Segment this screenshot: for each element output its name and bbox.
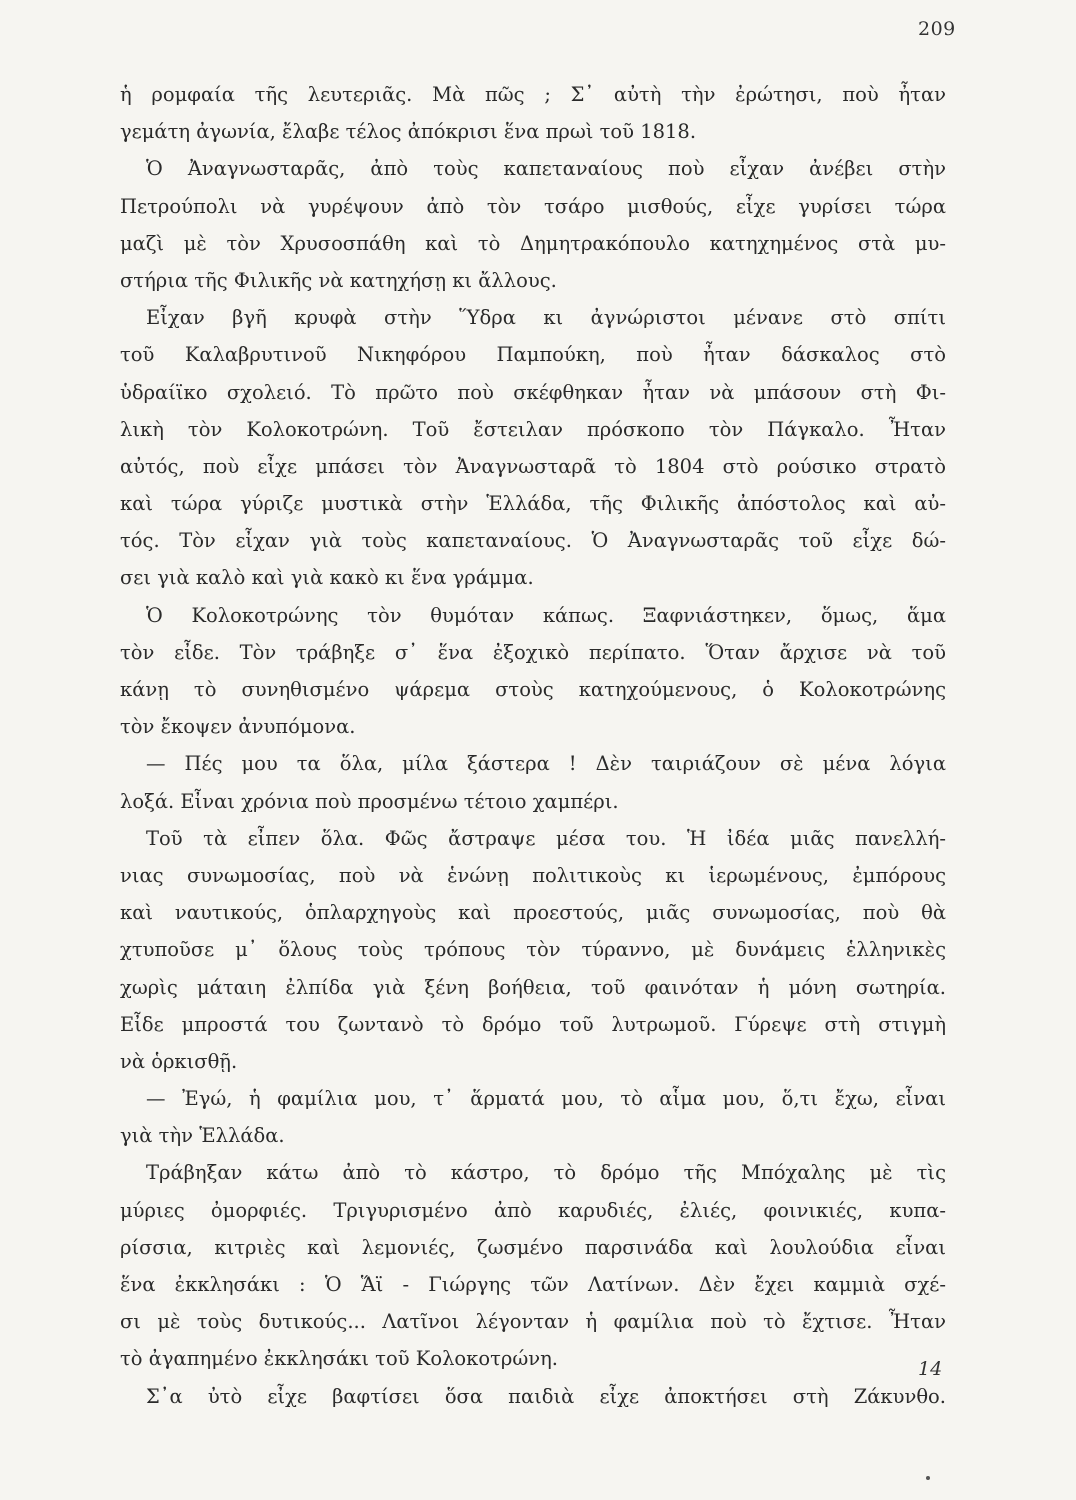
text-line: νὰ ὁρκισθῇ. xyxy=(120,1049,238,1073)
text-line: τὸν εἶδε. Τὸν τράβηξε σ᾿ ἕνα ἐξοχικὸ περίπατο. Ὅταν ἄρχισε νὰ τοῦ xyxy=(120,640,946,664)
text-line: καὶ ναυτικούς, ὁπλαρχηγοὺς καὶ προεστούς, μιᾶς συνωμοσίας, ποὺ θὰ xyxy=(120,901,946,925)
text-line: νιας συνωμοσίας, ποὺ νὰ ἑνώνῃ πολιτικοὺς κι ἱερωμένους, ἐμπόρους xyxy=(120,863,946,887)
text-line: — Ἐγώ, ἡ φαμίλια μου, τ᾿ ἅρματά μου, τὸ αἷμα μου, ὅ,τι ἔχω, εἶναι xyxy=(146,1087,946,1111)
text-line: Πετρούπολι νὰ γυρέψουν ἀπὸ τὸν τσάρο μισθούς, εἶχε γυρίσει τώρα xyxy=(120,194,946,218)
text-line: γιὰ τὴν Ἑλλάδα. xyxy=(120,1124,285,1148)
signature-mark: 14 xyxy=(918,1358,943,1380)
text-line: τοῦ Καλαβρυτινοῦ Νικηφόρου Παμπούκη, ποὺ ἦταν δάσκαλος στὸ xyxy=(120,343,946,367)
text-line: λικὴ τὸν Κολοκοτρώνη. Τοῦ ἔστειλαν πρόσκοπο τὸν Πάγκαλο. Ἦταν xyxy=(120,417,946,441)
text-line: τὸν ἔκοψεν ἀνυπόμονα. xyxy=(120,715,356,739)
text-line: σι μὲ τοὺς δυτικούς... Λατῖνοι λέγονταν ἡ φαμίλια ποὺ τὸ ἔχτισε. Ἦταν xyxy=(120,1310,946,1334)
text-line: καὶ τώρα γύριζε μυστικὰ στὴν Ἑλλάδα, τῆς Φιλικῆς ἀπόστολος καὶ αὐ- xyxy=(120,492,946,516)
text-line: στήρια τῆς Φιλικῆς νὰ κατηχήσῃ κι ἄλλους. xyxy=(120,268,557,292)
text-line: Τράβηξαν κάτω ἀπὸ τὸ κάστρο, τὸ δρόμο τῆς Μπόχαλης μὲ τὶς xyxy=(146,1161,946,1185)
text-line: ἕνα ἐκκλησάκι : Ὁ Ἅϊ - Γιώργης τῶν Λατίνων. Δὲν ἔχει καμμιὰ σχέ- xyxy=(120,1273,946,1296)
text-line: αὐτός, ποὺ εἶχε μπάσει τὸν Ἀναγνωσταρᾶ τὸ 1804 στὸ ρούσικο στρατὸ xyxy=(120,454,946,478)
text-line: — Πές μου τα ὅλα, μίλα ξάστερα ! Δὲν ταιριάζουν σὲ μένα λόγια xyxy=(146,752,946,776)
text-line: γεμάτη ἀγωνία, ἔλαβε τέλος ἀπόκρισι ἕνα πρωὶ τοῦ 1818. xyxy=(120,120,697,144)
body-text xyxy=(120,76,946,1415)
text-line: σει γιὰ καλὸ καὶ γιὰ κακὸ κι ἕνα γράμμα. xyxy=(120,566,534,590)
text-line: Εἶχαν βγῆ κρυφὰ στὴν Ὕδρα κι ἀγνώριστοι μένανε στὸ σπίτι xyxy=(146,306,946,330)
text-line: Ὁ Ἀναγνωσταρᾶς, ἀπὸ τοὺς καπεταναίους ποὺ εἶχαν ἀνέβει στὴν xyxy=(146,157,946,181)
text-line: ἡ ρομφαία τῆς λευτεριᾶς. Μὰ πῶς ; Σ᾿ αὐτὴ τὴν ἐρώτησι, ποὺ ἦταν xyxy=(120,83,946,106)
text-line: τὸ ἀγαπημένο ἐκκλησάκι τοῦ Κολοκοτρώνη. xyxy=(120,1347,558,1371)
printer-dot xyxy=(926,1476,930,1480)
text-line: Τοῦ τὰ εἶπεν ὅλα. Φῶς ἄστραψε μέσα του. Ἡ ἰδέα μιᾶς πανελλή- xyxy=(146,826,946,850)
text-line: Εἶδε μπροστά του ζωντανὸ τὸ δρόμο τοῦ λυτρωμοῦ. Γύρεψε στὴ στιγμὴ xyxy=(120,1012,946,1036)
text-line: λοξά. Εἶναι χρόνια ποὺ προσμένω τέτοιο χαμπέρι. xyxy=(120,789,619,813)
page-number: 209 xyxy=(918,18,956,40)
text-line: ρίσσια, κιτριὲς καὶ λεμονιές, ζωσμένο παρσινάδα καὶ λουλούδια εἶναι xyxy=(120,1235,946,1259)
text-line: μύριες ὀμορφιές. Τριγυρισμένο ἀπὸ καρυδιές, ἐλιές, φοινικιές, κυπα- xyxy=(120,1198,946,1222)
text-line: μαζὶ μὲ τὸν Χρυσοσπάθη καὶ τὸ Δημητρακόπουλο κατηχημένος στὰ μυ- xyxy=(120,231,946,255)
text-line: τός. Τὸν εἶχαν γιὰ τοὺς καπεταναίους. Ὁ Ἀναγνωσταρᾶς τοῦ εἶχε δώ- xyxy=(120,529,946,553)
text-line: χωρὶς μάταιη ἐλπίδα γιὰ ξένη βοήθεια, τοῦ φαινόταν ἡ μόνη σωτηρία. xyxy=(120,975,946,999)
text-line: Σ᾿α ὐτὸ εἶχε βαφτίσει ὅσα παιδιὰ εἶχε ἀποκτήσει στὴ Ζάκυνθο. xyxy=(146,1384,946,1408)
text-line: ὑδραίϊκο σχολειό. Τὸ πρῶτο ποὺ σκέφθηκαν ἦταν νὰ μπάσουν στὴ Φι- xyxy=(120,380,946,404)
text-line: κάνῃ τὸ συνηθισμένο ψάρεμα στοὺς κατηχούμενους, ὁ Κολοκοτρώνης xyxy=(120,678,946,701)
text-line: Ὁ Κολοκοτρώνης τὸν θυμόταν κάπως. Ξαφνιάστηκεν, ὅμως, ἅμα xyxy=(146,603,946,627)
text-line: χτυποῦσε μ᾿ ὅλους τοὺς τρόπους τὸν τύραννο, μὲ δυνάμεις ἑλληνικὲς xyxy=(120,938,946,962)
